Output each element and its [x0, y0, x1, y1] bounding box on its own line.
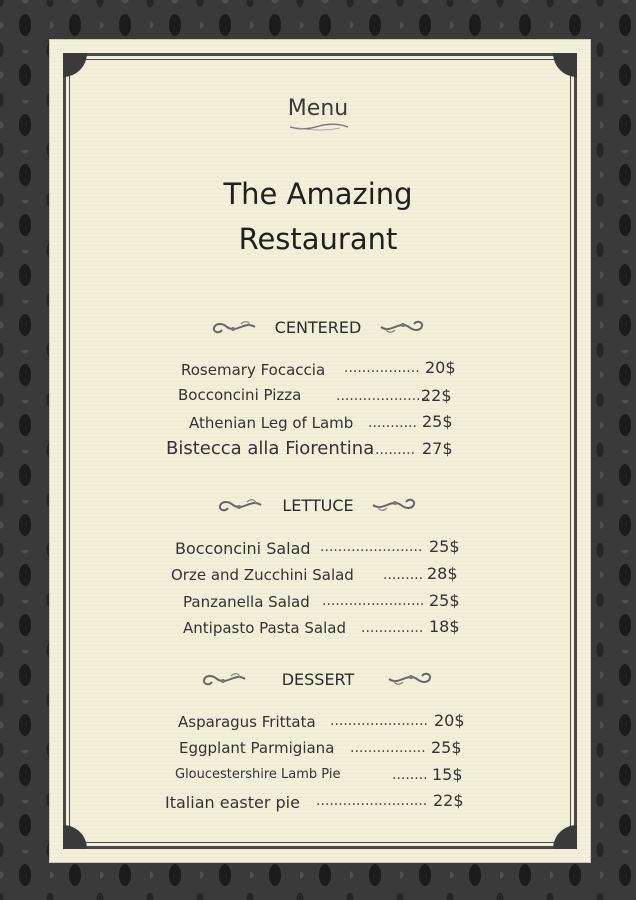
section-title-dessert: DESSERT [281, 670, 355, 689]
frame-corner-bottom-left [63, 825, 87, 849]
menu-item-name: Athenian Leg of Lamb [189, 414, 354, 432]
menu-item-price: 25$ [429, 591, 460, 610]
menu-item-leader: ...................... [330, 713, 428, 729]
menu-item-leader: ......................... [316, 793, 428, 809]
menu-item-price: 18$ [429, 617, 460, 636]
menu-item-price: 22$ [433, 791, 464, 810]
section-title-lettuce: LETTUCE [282, 496, 354, 515]
menu-item-leader: ................. [344, 360, 420, 376]
menu-item-price: 28$ [427, 564, 458, 583]
menu-item-name: Bistecca alla Fiorentina [166, 438, 375, 459]
menu-item-leader: ..................... [336, 388, 430, 404]
menu-item-name: Antipasto Pasta Salad [183, 619, 346, 637]
menu-item-name: Bocconcini Pizza [178, 386, 302, 404]
menu-item-leader: ......... [375, 442, 416, 458]
menu-label: Menu [287, 96, 349, 121]
restaurant-name-line1: The Amazing [223, 177, 413, 211]
menu-item-name: Italian easter pie [165, 793, 300, 812]
menu-item-name: Orze and Zucchini Salad [171, 566, 354, 584]
menu-item-price: 25$ [431, 738, 462, 757]
menu-item-leader: ........... [368, 415, 417, 431]
menu-item-leader: ....................... [320, 539, 423, 555]
menu-item-price: 22$ [421, 386, 452, 405]
restaurant-name-line2: Restaurant [238, 222, 398, 256]
menu-item-price: 20$ [425, 358, 456, 377]
menu-item-leader: .............. [361, 620, 424, 636]
menu-item-name: Rosemary Focaccia [181, 361, 326, 379]
menu-item-price: 27$ [422, 439, 453, 458]
frame-corner-top-right [553, 53, 577, 77]
menu-item-price: 25$ [429, 537, 460, 556]
menu-item-name: Eggplant Parmigiana [179, 739, 335, 757]
flourish-scroll-icon [387, 668, 433, 690]
flourish-scroll-icon [371, 494, 417, 516]
flourish-scroll-icon [379, 316, 425, 338]
frame-corner-bottom-right [553, 825, 577, 849]
menu-item-leader: ......... [383, 567, 424, 583]
section-title-centered: CENTERED [274, 318, 362, 337]
swash-underline-icon [288, 122, 350, 132]
menu-item-price: 15$ [432, 765, 463, 784]
menu-item-leader: ................. [350, 740, 426, 756]
menu-item-name: Panzanella Salad [183, 593, 310, 611]
menu-item-name: Asparagus Frittata [178, 713, 316, 731]
menu-item-price: 25$ [422, 412, 453, 431]
menu-item-price: 20$ [434, 711, 465, 730]
menu-item-name: Gloucestershire Lamb Pie [175, 767, 341, 782]
menu-item-name: Bocconcini Salad [175, 539, 311, 558]
menu-item-leader: ........ [392, 767, 428, 783]
frame-corner-top-left [63, 53, 87, 77]
menu-item-leader: ....................... [322, 593, 425, 609]
